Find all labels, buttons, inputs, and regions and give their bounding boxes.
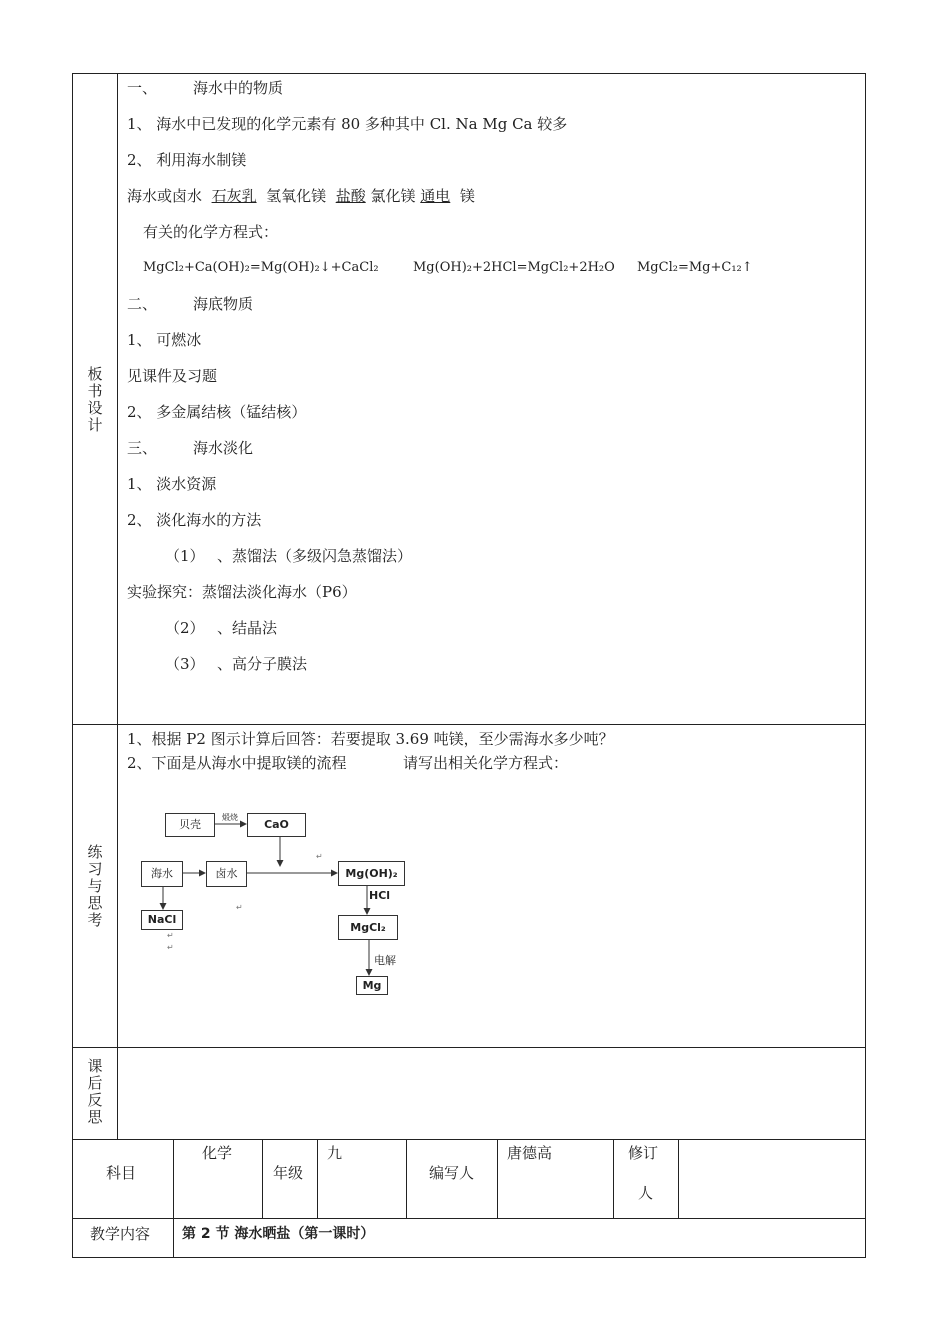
section-3-title: 海水淡化 — [193, 439, 254, 457]
section-2-title: 海底物质 — [193, 295, 254, 313]
content-value: 第 2 节 海水晒盐（第一课时） — [182, 1226, 375, 1242]
board-line-1: 1、 海水中已发现的化学元素有 80 多种其中 Cl. Na Mg Ca 较多 — [127, 115, 568, 133]
chain-c: 氢氧化镁 — [266, 187, 327, 205]
chain-b: 石灰乳 — [211, 187, 257, 205]
equation-3: MgCl₂=Mg+C₁₂↑ — [637, 260, 753, 275]
board-line-7: 2、 淡化海水的方法 — [127, 511, 262, 529]
chain-f: 通电 — [420, 187, 451, 205]
equation-title: 有关的化学方程式： — [143, 223, 279, 241]
flow-label-electrolysis: 电解 — [374, 954, 396, 967]
section-3-number: 三、 — [127, 439, 158, 457]
method-2-text: 、结晶法 — [217, 619, 278, 637]
experiment-line: 实验探究：蒸馏法淡化海水（P6） — [127, 583, 357, 601]
board-line-6: 1、 淡水资源 — [127, 475, 217, 493]
board-line-3: 1、 可燃冰 — [127, 331, 202, 349]
section-1-title: 海水中的物质 — [193, 79, 284, 97]
author-label: 编写人 — [429, 1164, 475, 1182]
return-mark: ↵ — [167, 943, 174, 952]
content-label: 教学内容 — [90, 1225, 151, 1243]
flow-box-mgoh: Mg(OH)₂ — [338, 861, 405, 886]
grade-label: 年级 — [273, 1164, 304, 1182]
board-label: 板 书 设 计 — [87, 365, 103, 434]
equation-1: MgCl₂+Ca(OH)₂=Mg(OH)₂↓+CaCl₂ — [143, 260, 379, 275]
return-mark: ↵ — [236, 903, 243, 912]
author-value: 唐德高 — [507, 1144, 553, 1162]
flow-box-mg: Mg — [356, 976, 388, 995]
question-1: 1、根据 P2 图示计算后回答：若要提取 3.69 吨镁，至少需海水多少吨？ — [127, 730, 614, 748]
section-2-number: 二、 — [127, 295, 158, 313]
board-line-2: 2、 利用海水制镁 — [127, 151, 247, 169]
method-3-text: 、高分子膜法 — [217, 655, 308, 673]
revise-label-line-1: 修订 — [628, 1144, 659, 1162]
subject-value: 化学 — [202, 1144, 233, 1162]
return-mark: ↵ — [167, 931, 174, 940]
chain-e: 氯化镁 — [370, 187, 416, 205]
method-2-number: （2） — [165, 619, 205, 637]
method-3-number: （3） — [165, 655, 205, 673]
chain-g: 镁 — [459, 187, 475, 205]
flow-box-cao: CaO — [247, 813, 306, 837]
method-1-text: 、蒸馏法（多级闪急蒸馏法） — [217, 547, 413, 565]
reflect-label: 课 后 反 思 — [87, 1057, 103, 1126]
grade-value: 九 — [327, 1144, 343, 1162]
return-mark: ↵ — [316, 852, 323, 861]
practice-label: 练 习 与 思 考 — [87, 843, 103, 929]
flow-box-brine: 卤水 — [206, 861, 247, 887]
board-line-4: 见课件及习题 — [127, 367, 218, 385]
question-2-part-b: 请写出相关化学方程式： — [403, 754, 569, 772]
equation-2: Mg(OH)₂+2HCl=MgCl₂+2H₂O — [413, 260, 615, 275]
question-2-part-a: 2、下面是从海水中提取镁的流程 — [127, 754, 347, 772]
board-line-5: 2、 多金属结核（锰结核） — [127, 403, 307, 421]
subject-label: 科目 — [106, 1164, 137, 1182]
section-1-number: 一、 — [127, 79, 158, 97]
revise-label-line-2: 人 — [638, 1184, 654, 1202]
flow-label-hcl: HCl — [369, 889, 391, 902]
method-1-number: （1） — [165, 547, 205, 565]
chain-a: 海水或卤水 — [127, 187, 203, 205]
flow-label-calcine: 煅烧 — [222, 813, 238, 822]
flow-box-shell: 贝壳 — [165, 813, 215, 837]
chain-d: 盐酸 — [335, 187, 366, 205]
flow-box-mgcl: MgCl₂ — [338, 915, 398, 940]
flow-box-sea: 海水 — [141, 861, 183, 887]
flow-box-nacl: NaCl — [141, 910, 183, 930]
